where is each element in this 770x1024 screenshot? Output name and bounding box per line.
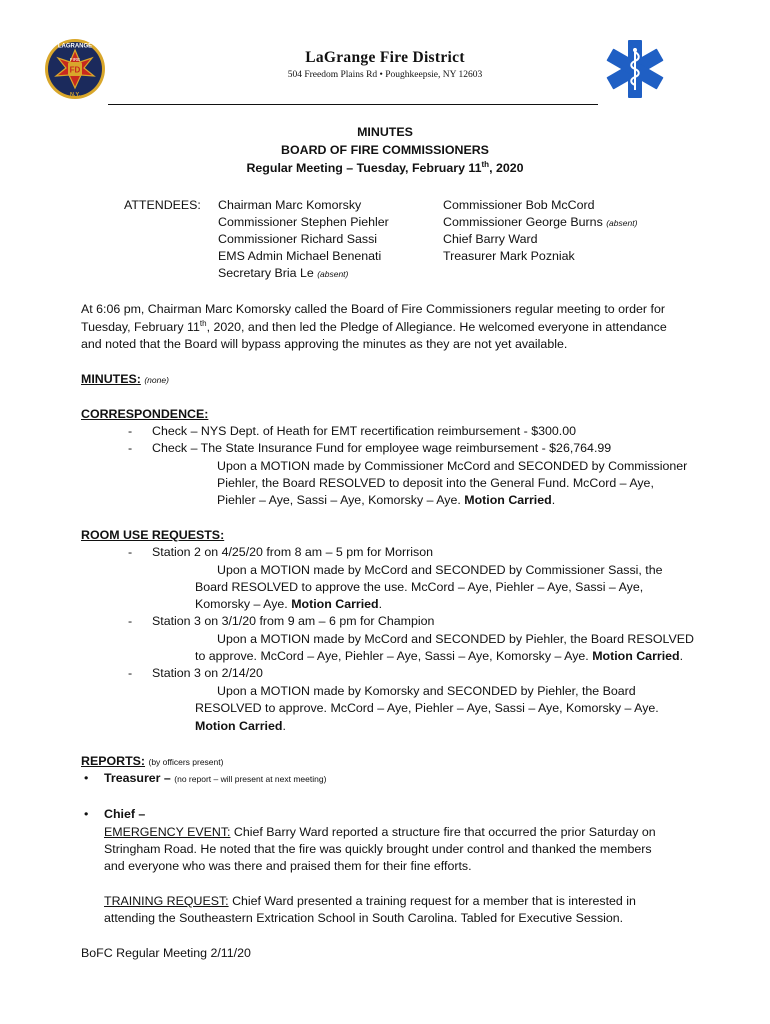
- minutes-note: (none): [144, 375, 169, 385]
- room-use-item-2: Station 3 on 3/1/20 from 9 am – 6 pm for Champion: [152, 614, 435, 628]
- emergency-line-2: Stringham Road. He noted that the fire was quickly brought under control and thanked the members: [104, 842, 652, 856]
- emergency-event-label: EMERGENCY EVENT:: [104, 825, 231, 839]
- doc-title-minutes: MINUTES: [357, 125, 413, 139]
- room-use-item-3: Station 3 on 2/14/20: [152, 666, 263, 680]
- treasurer-label: Treasurer –: [104, 771, 171, 785]
- room-use-1-motion-3: Komorsky – Aye. Motion Carried.: [195, 597, 383, 611]
- svg-text:N.Y.: N.Y.: [69, 92, 81, 98]
- attendee-right-1-note: (absent): [606, 218, 638, 228]
- page-footer: BoFC Regular Meeting 2/11/20: [81, 946, 251, 960]
- intro-line-2: [81, 320, 667, 334]
- room-use-item-1: Station 2 on 4/25/20 from 8 am – 5 pm for Morrison: [152, 545, 433, 559]
- training-text-1: Chief Ward presented a training request for a member that is interested in: [232, 894, 636, 908]
- meeting-date-b: , 2020: [489, 161, 524, 175]
- letterhead-address: 504 Freedom Plains Rd • Poughkeepsie, NY 12603: [287, 70, 483, 80]
- emergency-line-3: and everyone who was there and praised them for their fine efforts.: [104, 859, 472, 873]
- treasurer-report: [104, 771, 326, 785]
- doc-title-board: BOARD OF FIRE COMMISSIONERS: [281, 143, 489, 157]
- attendee-left-4-note: (absent): [317, 269, 349, 279]
- room-use-3-motion-1: Upon a MOTION made by Komorsky and SECONDED by Piehler, the Board: [217, 684, 636, 698]
- correspondence-dash-0: -: [128, 424, 133, 438]
- correspondence-dash-1: -: [128, 441, 133, 455]
- chief-label: Chief –: [104, 807, 146, 821]
- correspondence-motion-2: Piehler, the Board RESOLVED to deposit into the General Fund. McCord – Aye,: [217, 476, 654, 490]
- correspondence-motion-3: Piehler – Aye, Sassi – Aye, Komorsky – Aye. Motion Carried.: [217, 493, 556, 507]
- emergency-line-1: [104, 825, 656, 839]
- attendee-left-0: Chairman Marc Komorsky: [218, 198, 362, 212]
- svg-text:FIRE: FIRE: [69, 57, 81, 62]
- correspondence-vote: Piehler – Aye, Sassi – Aye, Komorsky – Aye.: [217, 493, 461, 507]
- org-name-part-a: LaGrange: [305, 49, 376, 66]
- attendee-right-0: Commissioner Bob McCord: [443, 198, 595, 212]
- attendee-right-1: [443, 215, 637, 229]
- room-use-3-motion-2: RESOLVED to approve. McCord – Aye, Piehler – Aye, Sassi – Aye, Komorsky – Aye.: [195, 701, 659, 715]
- room-use-1-motion-2: Board RESOLVED to approve the use. McCord – Aye, Piehler – Aye, Sassi – Aye,: [195, 580, 644, 594]
- bullet-treasurer: •: [84, 771, 89, 785]
- attendee-left-2: Commissioner Richard Sassi: [218, 232, 378, 246]
- room-use-1-carried: Motion Carried: [291, 597, 379, 611]
- intro-line-2-a: Tuesday, February 11: [81, 320, 200, 334]
- svg-text:FD: FD: [69, 65, 81, 75]
- star-of-life-icon: [604, 38, 666, 100]
- meeting-date-sup: th: [481, 159, 490, 169]
- correspondence-heading: CORRESPONDENCE:: [81, 407, 209, 421]
- bullet-chief: •: [84, 807, 89, 821]
- treasurer-note: (no report – will present at next meeting): [174, 774, 327, 784]
- meeting-date-a: Regular Meeting – Tuesday, February 11: [246, 161, 482, 175]
- training-line-2: attending the Southeastern Extrication School in South Carolina. Tabled for Executive Session.: [104, 911, 624, 925]
- org-name-part-b: Fire District: [379, 49, 465, 66]
- correspondence-item-0: Check – NYS Dept. of Heath for EMT recertification reimbursement - $300.00: [152, 424, 576, 438]
- attendee-left-1: Commissioner Stephen Piehler: [218, 215, 389, 229]
- correspondence-item-1: Check – The State Insurance Fund for employee wage reimbursement - $26,764.99: [152, 441, 612, 455]
- room-use-1-motion-1: Upon a MOTION made by McCord and SECONDED by Commissioner Sassi, the: [217, 563, 663, 577]
- reports-heading: REPORTS:: [81, 754, 146, 768]
- room-use-2-motion-1: Upon a MOTION made by McCord and SECONDED by Piehler, the Board RESOLVED: [217, 632, 694, 646]
- room-use-2-vote: to approve. McCord – Aye, Piehler – Aye, Sassi – Aye, Komorsky – Aye.: [195, 649, 589, 663]
- intro-line-2-b: , 2020, and then led the Pledge of Allegiance. He welcomed everyone in attendance: [206, 320, 667, 334]
- minutes-section: [81, 372, 169, 386]
- doc-title-meeting: [0, 161, 770, 175]
- intro-line-3: and noted that the Board will bypass approving the minutes as they are not yet available.: [81, 337, 568, 351]
- room-use-dash-2: -: [128, 614, 133, 628]
- fire-district-badge-logo: [44, 38, 106, 100]
- room-use-2-carried: Motion Carried: [592, 649, 680, 663]
- attendee-left-4-name: Secretary Bria Le: [218, 266, 314, 280]
- training-request-label: TRAINING REQUEST:: [104, 894, 229, 908]
- letterhead-title: [0, 49, 770, 67]
- correspondence-motion-1: Upon a MOTION made by Commissioner McCord and SECONDED by Commissioner: [217, 459, 688, 473]
- correspondence-carried: Motion Carried: [464, 493, 552, 507]
- attendee-right-2: Chief Barry Ward: [443, 232, 538, 246]
- minutes-heading: MINUTES:: [81, 372, 141, 386]
- room-use-2-motion-2: to approve. McCord – Aye, Piehler – Aye, Sassi – Aye, Komorsky – Aye. Motion Carried.: [195, 649, 684, 663]
- attendee-left-3: EMS Admin Michael Benenati: [218, 249, 382, 263]
- attendees-label: ATTENDEES:: [124, 198, 201, 212]
- room-use-heading: ROOM USE REQUESTS:: [81, 528, 225, 542]
- intro-line-2-sup: th: [199, 318, 207, 328]
- svg-text:LAGRANGE: LAGRANGE: [57, 43, 93, 50]
- room-use-3-motion-3: Motion Carried.: [195, 719, 286, 733]
- letterhead-divider: [108, 104, 598, 105]
- room-use-dash-3: -: [128, 666, 133, 680]
- intro-line-1: At 6:06 pm, Chairman Marc Komorsky called the Board of Fire Commissioners regular meeting to order for: [81, 302, 665, 316]
- attendee-right-1-name: Commissioner George Burns: [443, 215, 603, 229]
- attendee-right-3: Treasurer Mark Pozniak: [443, 249, 575, 263]
- emergency-text-1: Chief Barry Ward reported a structure fire that occurred the prior Saturday on: [233, 825, 656, 839]
- room-use-3-carried: Motion Carried: [195, 719, 283, 733]
- room-use-dash-1: -: [128, 545, 133, 559]
- room-use-1-vote: Komorsky – Aye.: [195, 597, 288, 611]
- reports-note: (by officers present): [148, 757, 224, 767]
- training-line-1: [104, 894, 636, 908]
- attendee-left-4: [218, 266, 348, 280]
- reports-section: [81, 754, 223, 768]
